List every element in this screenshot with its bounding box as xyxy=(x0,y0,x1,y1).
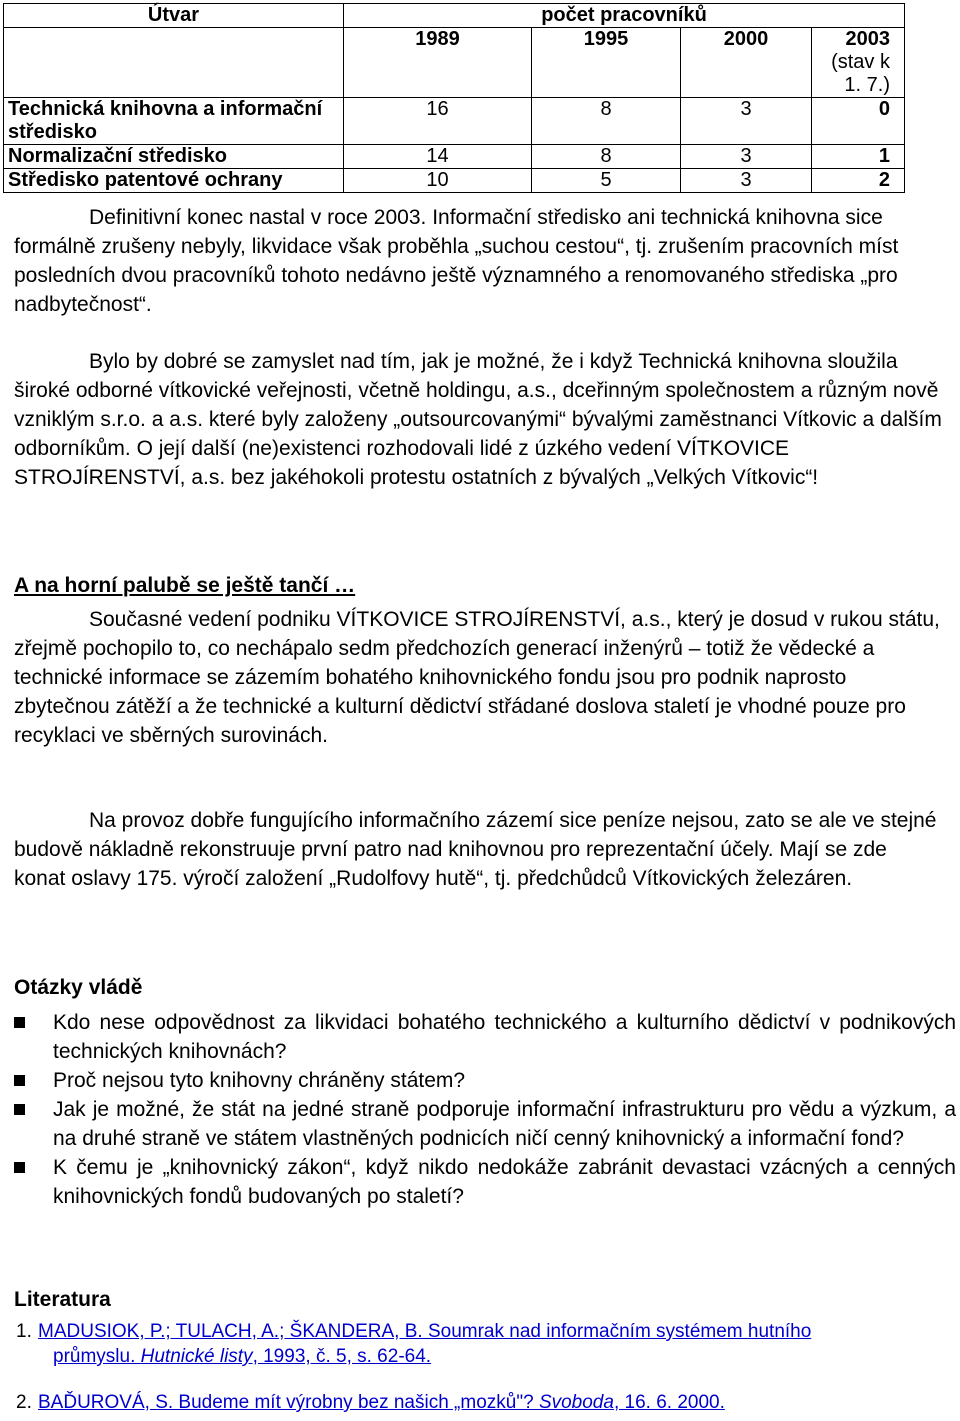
empty-cell xyxy=(4,28,344,98)
reference-link[interactable]: průmyslu. Hutnické listy, 1993, č. 5, s. 62-64. xyxy=(53,1346,432,1367)
list-item: Jak je možné, že stát na jedné straně podporuje informační infrastrukturu pro vědu a výzkum, a na druhé straně ve státem vlastněných podnicích ničí cenný knihovnický a informační fond? xyxy=(14,1095,956,1153)
col-group-header: počet pracovníků xyxy=(344,4,905,28)
year-note: (stav k 1. 7.) xyxy=(831,51,890,96)
year-header: 2003 (stav k 1. 7.) xyxy=(812,28,905,98)
square-bullet-icon xyxy=(14,1104,25,1115)
square-bullet-icon xyxy=(14,1075,25,1086)
heading-literature: Literatura xyxy=(14,1288,111,1311)
paragraph-1: Definitivní konec nastal v roce 2003. Informační středisko ani technická knihovna sice formálně zrušeny nebyly, likvidace však proběhla „suchou cestou“, tj. zrušením pracovních míst posledních dvou pracovníků tohoto nedávno ještě významného a renomovaného střediska „pro nadbytečnost“. xyxy=(14,206,899,316)
heading-questions: Otázky vládě xyxy=(14,976,143,999)
reference-2: 2. BAĎUROVÁ, S. Budeme mít výrobny bez našich „mozků"? Svoboda, 16. 6. 2000. xyxy=(16,1392,725,1413)
square-bullet-icon xyxy=(14,1017,25,1028)
reference-1: 1. MADUSIOK, P.; TULACH, A.; ŠKANDERA, B. Soumrak nad informačním systémem hutního průmyslu. Hutnické listy, 1993, č. 5, s. 62-64. xyxy=(16,1321,812,1367)
reference-link[interactable]: MADUSIOK, P.; TULACH, A.; ŠKANDERA, B. Soumrak nad informačním systémem hutního xyxy=(38,1321,812,1342)
paragraph-2: Bylo by dobré se zamyslet nad tím, jak je možné, že i když Technická knihovna sloužila široké odborné vítkovické veřejnosti, včetně holdingu, a.s., dceřinným společnostem a různým nově vzniklým s.r.o. a a.s. které byly založeny „outsourcovanými“ bývalými zaměstnanci Vítkovic a dalším odborníkům. O její další (ne)existenci rozhodovali lidé z úzkého vedení VÍTKOVICE STROJÍRENSTVÍ, a.s. bez jakéhokoli protestu ostatních z bývalých „Velkých Vítkovic“! xyxy=(14,350,942,489)
year-header: 1989 xyxy=(344,28,532,98)
question-list xyxy=(14,1008,956,1211)
table-row: Normalizační středisko 14 8 3 1 xyxy=(4,145,905,169)
table-row: Středisko patentové ochrany 10 5 3 2 xyxy=(4,169,905,193)
list-item: Proč nejsou tyto knihovny chráněny státem? xyxy=(14,1066,956,1095)
paragraph-3: Současné vedení podniku VÍTKOVICE STROJÍRENSTVÍ, a.s., který je dosud v rukou státu, zřejmě pochopilo to, co nechápalo sedm předchozích generací inženýrů – totiž že vědecké a technické informace se zázemím bohatého knihovnického fondu jsou pro podnik naprosto zbytečnou zátěží a že technické a kulturní dědictví střádané doslova staletí je vhodné pouze pro recyklaci ve sběrných surovinách. xyxy=(14,608,940,747)
year-header: 2000 xyxy=(681,28,812,98)
year-header: 1995 xyxy=(532,28,681,98)
staff-table xyxy=(3,3,905,193)
list-item: Kdo nese odpovědnost za likvidaci bohatého technického a kulturního dědictví v podnikových technických knihovnách? xyxy=(14,1008,956,1066)
heading-dance: A na horní palubě se ještě tančí … xyxy=(14,574,356,597)
square-bullet-icon xyxy=(14,1162,25,1173)
paragraph-4: Na provoz dobře fungujícího informačního zázemí sice peníze nejsou, zato se ale ve stejné budově nákladně rekonstruuje první patro nad knihovnou pro reprezentační účely. Mají se zde konat oslavy 175. výročí založení „Rudolfovy hutě“, tj. předchůdců Vítkovických železáren. xyxy=(14,809,937,890)
list-item: K čemu je „knihovnický zákon“, když nikdo nedokáže zabránit devastaci vzácných a cenných knihovnických fondů budovaných po staletí? xyxy=(14,1153,956,1211)
col-label-header: Útvar xyxy=(4,4,344,28)
reference-link[interactable]: BAĎUROVÁ, S. Budeme mít výrobny bez našich „mozků"? Svoboda, 16. 6. 2000. xyxy=(38,1392,725,1413)
table-row: Technická knihovna a informační středisko 16 8 3 0 xyxy=(4,98,905,145)
